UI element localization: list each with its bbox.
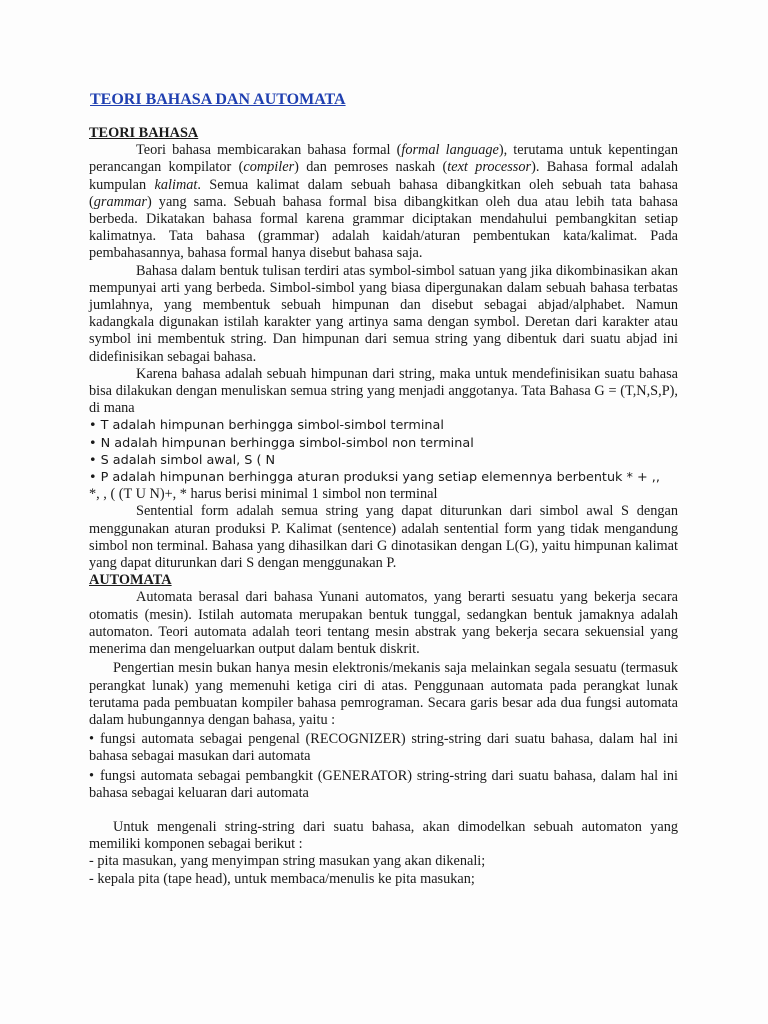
paragraph-automata-intro: Automata berasal dari bahasa Yunani automatos, yang berarti sesuatu yang bekerja secara otomatis (mesin). Istilah automata merupakan bentuk tunggal, sedangkan bentuk jamaknya adalah automaton. Teori automata adalah teori tentang mesin abstrak yang bekerja secara sekuensial yang menerima dan mengeluarkan output dalam bentuk diskrit.	[89, 589, 678, 658]
paragraph-tata-bahasa: Karena bahasa adalah sebuah himpunan dari string, maka untuk mendefinisikan suatu bahasa bisa dilakukan dengan menuliskan semua string yang menjadi anggotanya. Tata Bahasa G = (T,N,S,P), di mana	[89, 365, 678, 417]
list-item: • T adalah himpunan berhingga simbol-simbol terminal	[89, 418, 444, 434]
text-run: ) dan pemroses naskah (	[294, 159, 448, 176]
bullet-glyph: •	[89, 731, 95, 748]
italic-term: text processor	[447, 159, 532, 176]
document-title: TEORI BAHASA DAN AUTOMATA	[90, 91, 346, 108]
bullet-glyph: •	[89, 767, 95, 784]
list-item: • N adalah himpunan berhingga simbol-simbol non terminal	[89, 435, 474, 451]
text-run: Teori bahasa membicarakan bahasa formal (	[136, 142, 402, 159]
grammar-components-list	[89, 417, 678, 486]
list-item-kepala-pita: - kepala pita (tape head), untuk membaca/menulis ke pita masukan;	[89, 870, 475, 887]
text-run: ), terutama untuk kepentingan perancangan kompilator (	[89, 142, 678, 176]
paragraph-simbol: Bahasa dalam bentuk tulisan terdiri atas symbol-simbol satuan yang jika dikombinasikan akan mempunyai arti yang berbeda. Simbol-simbol yang biasa dipergunakan dalam sebuah bahasa terbatas jumlahnya, yang membentuk sebuah himpunan dan disebut sebagai abjad/alphabet. Namun kadangkala digunakan istilah karakter yang artinya sama dengan symbol. Deretan dari karakter atau symbol ini membentuk string. Dan himpunan dari semua string yang dibentuk dari suatu abjad ini didefinisikan sebagai bahasa.	[89, 262, 678, 365]
list-item-continuation: *, , ( (T U N)+, * harus berisi minimal 1 simbol non terminal	[89, 486, 438, 503]
italic-term: compiler	[243, 159, 295, 176]
text-run: ). Bahasa formal adalah kumpulan	[89, 159, 678, 193]
document-body	[89, 125, 678, 888]
list-item-recognizer	[89, 731, 678, 765]
list-item-pita-masukan: - pita masukan, yang menyimpan string masukan yang akan dikenali;	[89, 853, 486, 870]
paragraph-sentential-form: Sentential form adalah semua string yang dapat diturunkan dari simbol awal S dengan menggunakan aturan produksi P. Kalimat (sentence) adalah sentential form yang tidak mengandung simbol non terminal. Bahasa yang dihasilkan dari G dinotasikan dengan L(G), yaitu himpunan kalimat yang dapat diturunkan dari S dengan menggunakan P.	[89, 503, 678, 572]
list-item: • S adalah simbol awal, S ( N	[89, 452, 276, 468]
text-run: . Semua kalimat dalam sebuah bahasa dibangkitkan oleh sebuah tata bahasa (	[89, 176, 678, 210]
italic-term: formal language	[401, 142, 499, 159]
text-run: ) yang sama. Sebuah bahasa formal bisa dibangkitkan oleh dua atau lebih tata bahasa berbeda. Dikatakan bahasa formal karena grammar diciptakan mendahului pembangkitan setiap kalimatnya. Tata bahasa (grammar) adalah kaidah/aturan pembentukan kata/kalimat. Pada pembahasannya, bahasa formal hanya disebut bahasa saja.	[89, 193, 678, 262]
section-heading-automata: AUTOMATA	[89, 572, 172, 589]
list-item: • P adalah himpunan berhingga aturan produksi yang setiap elemennya berbentuk * + ,,	[89, 470, 660, 486]
section-heading-teori-bahasa: TEORI BAHASA	[89, 125, 199, 141]
paragraph-automaton-components: Untuk mengenali string-string dari suatu bahasa, akan dimodelkan sebuah automaton yang memiliki komponen sebagai berikut :	[89, 818, 678, 853]
list-item-generator	[89, 768, 678, 802]
list-item-text: fungsi automata sebagai pembangkit (GENERATOR) string-string dari suatu bahasa, dalam hal ini bahasa sebagai keluaran dari automata	[89, 767, 678, 801]
italic-term: kalimat	[154, 176, 198, 193]
paragraph-teori-bahasa-intro	[89, 142, 678, 262]
paragraph-pengertian-mesin: Pengertian mesin bukan hanya mesin elektronis/mekanis saja melainkan segala sesuatu (termasuk perangkat lunak) yang memenuhi ketiga ciri di atas. Penggunaan automata pada perangkat lunak terutama pada pembuatan kompiler bahasa pemrograman. Secara garis besar ada dua fungsi automata dalam hubungannya dengan bahasa, yaitu :	[89, 660, 678, 728]
italic-term: grammar	[93, 193, 147, 210]
list-item-text: fungsi automata sebagai pengenal (RECOGNIZER) string-string dari suatu bahasa, dalam hal ini bahasa sebagai masukan dari automata	[89, 731, 678, 765]
